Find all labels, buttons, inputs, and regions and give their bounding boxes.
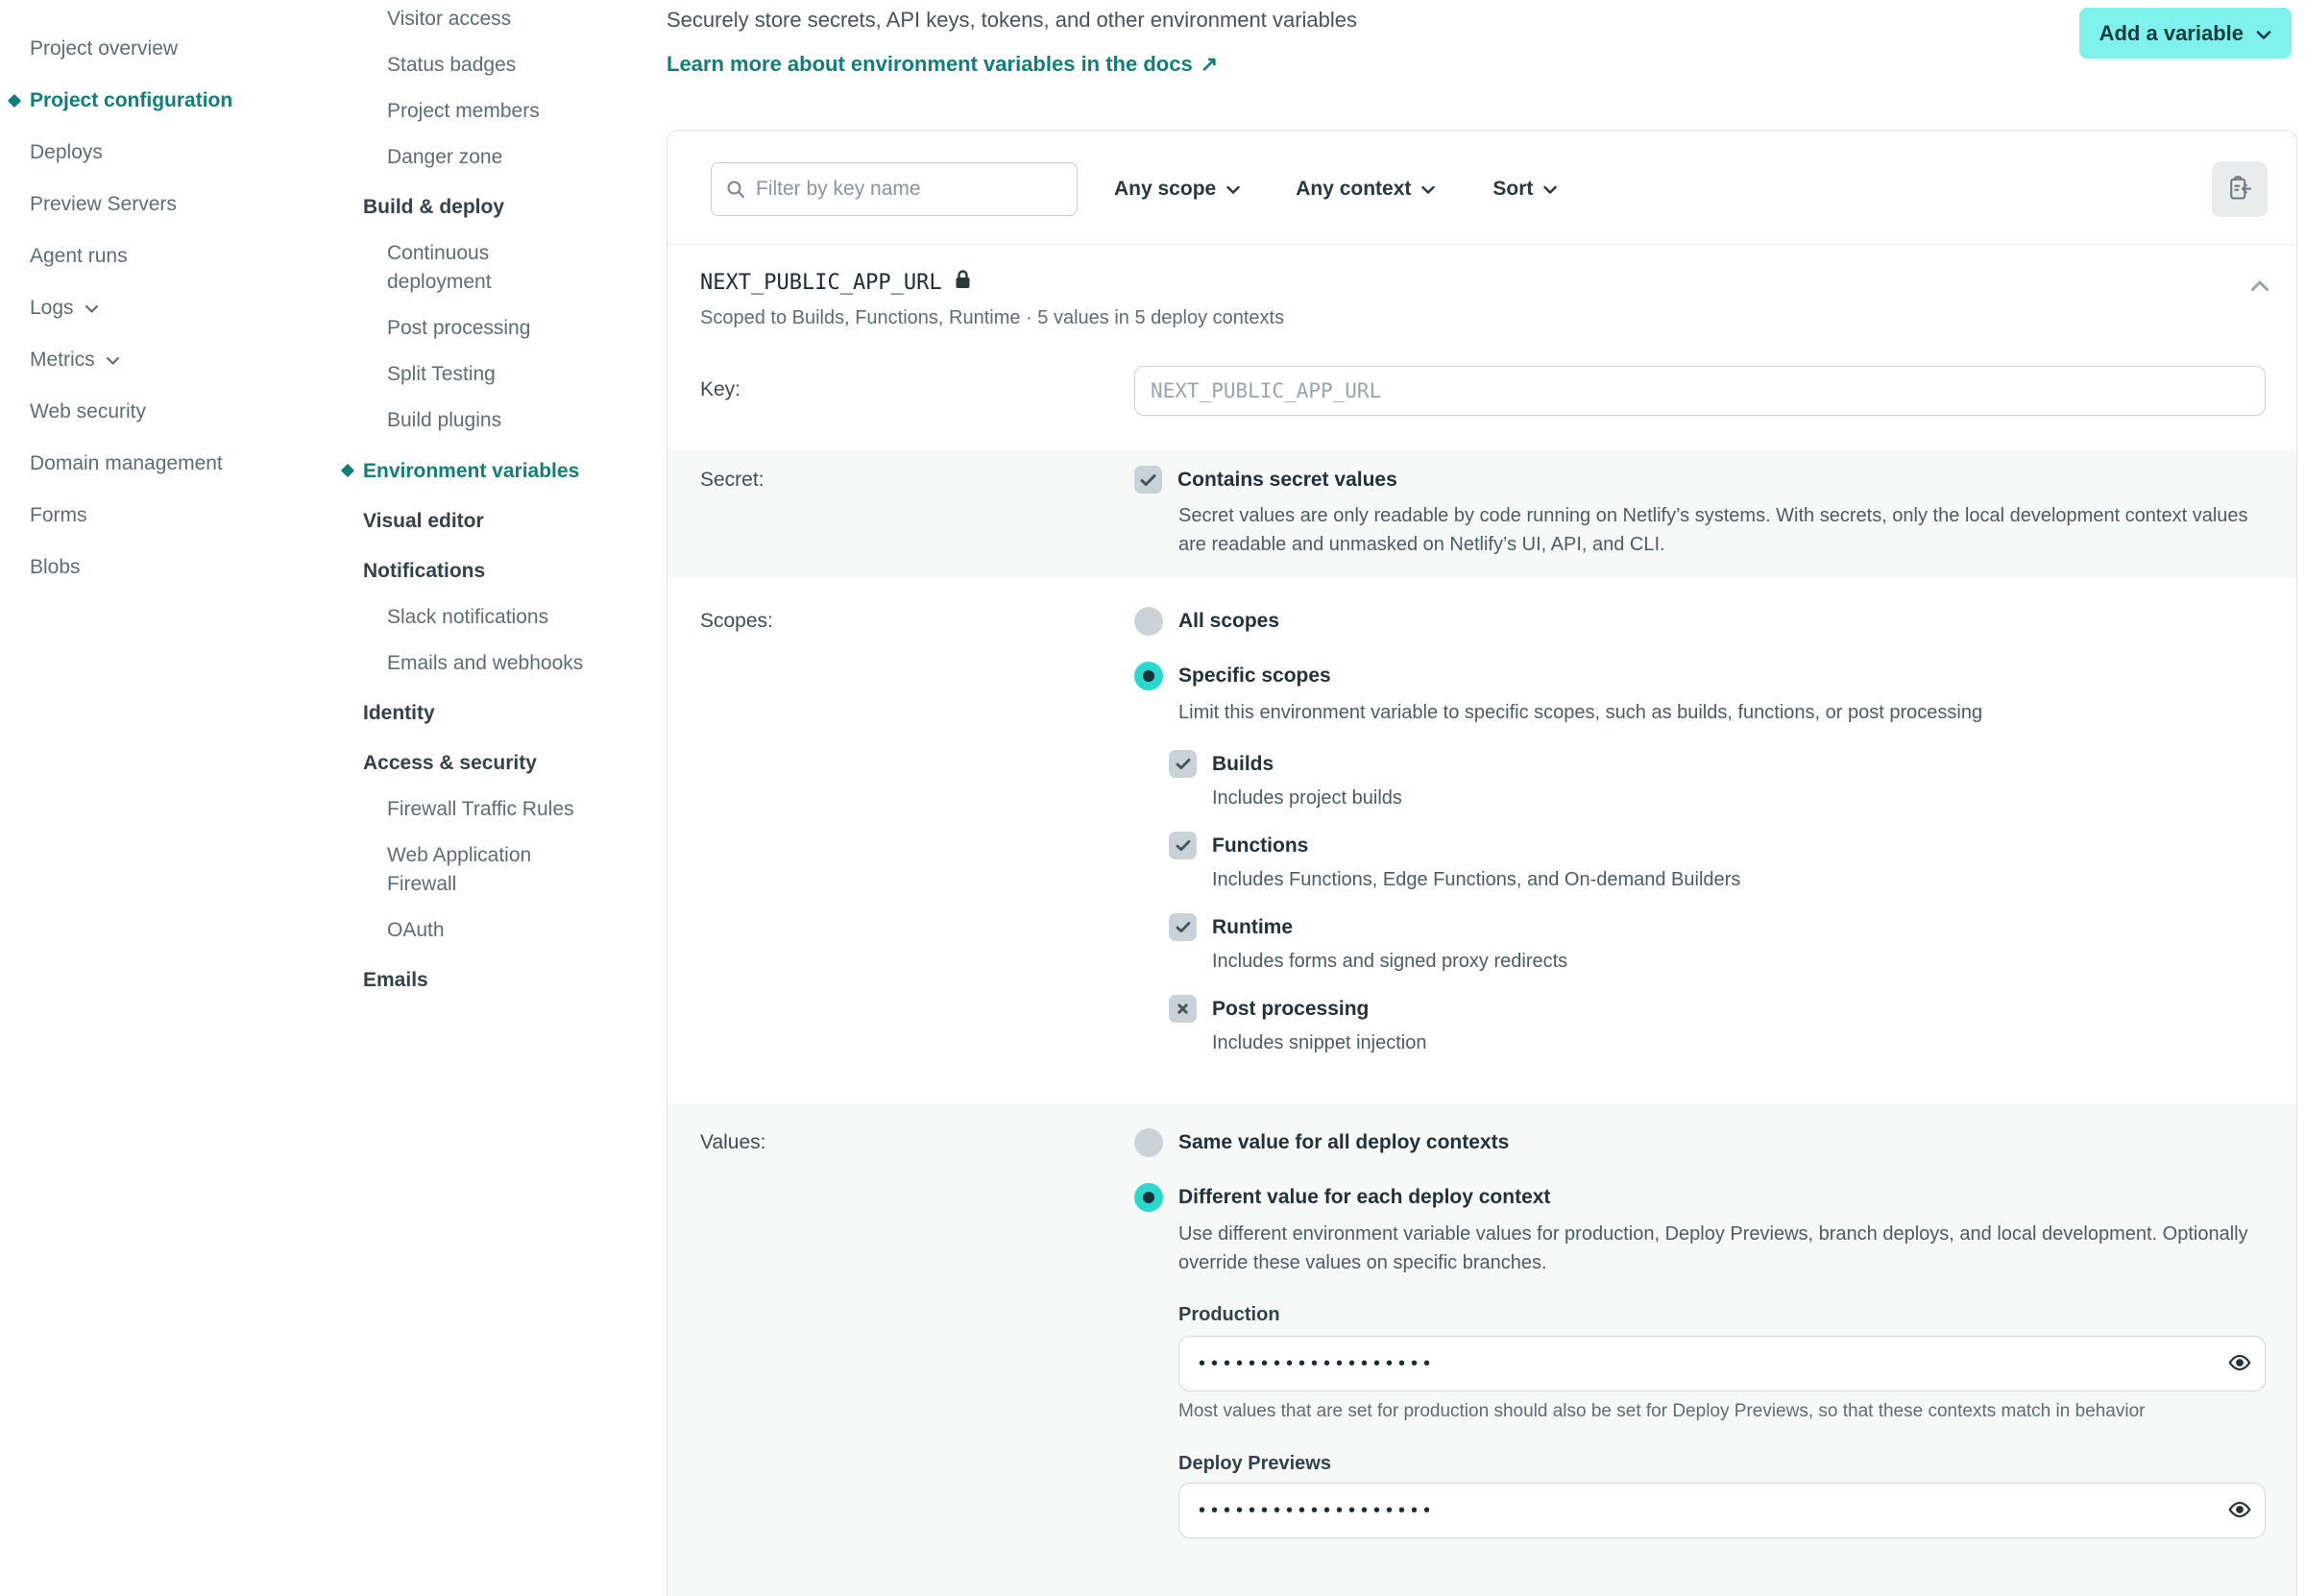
variable-name: NEXT_PUBLIC_APP_URL bbox=[700, 270, 942, 295]
post-processing-label: Post processing bbox=[1212, 997, 1370, 1020]
search-icon bbox=[724, 178, 747, 206]
sidebar-item-domain-management[interactable]: Domain management bbox=[30, 452, 223, 474]
sidebar-item-slack-notifications[interactable]: Slack notifications bbox=[387, 606, 549, 628]
primary-sidebar bbox=[30, 35, 318, 605]
same-value-radio[interactable] bbox=[1134, 1128, 1163, 1157]
all-scopes-label: All scopes bbox=[1178, 610, 1280, 632]
docs-link[interactable]: Learn more about environment variables in the docs ↗ bbox=[667, 52, 1219, 76]
chevron-down-icon bbox=[106, 346, 120, 375]
sidebar-item-preview-servers[interactable]: Preview Servers bbox=[30, 193, 177, 215]
variable-scope-summary: Scoped to Builds, Functions, Runtime · 5 values in 5 deploy contexts bbox=[700, 307, 1285, 328]
same-value-label: Same value for all deploy contexts bbox=[1178, 1131, 1510, 1153]
filter-input[interactable] bbox=[711, 162, 1078, 216]
eye-icon bbox=[2227, 1364, 2252, 1378]
production-label: Production bbox=[1178, 1304, 1280, 1325]
sidebar-item-identity[interactable]: Identity bbox=[363, 702, 435, 724]
show-production-value-button[interactable] bbox=[2227, 1350, 2252, 1378]
active-diamond-icon bbox=[341, 464, 354, 477]
page-header bbox=[667, 8, 2305, 77]
sidebar-item-project-overview[interactable]: Project overview bbox=[30, 37, 179, 60]
chevron-down-icon bbox=[85, 294, 99, 323]
sidebar-item-web-application-firewall[interactable]: Web Application Firewall bbox=[387, 844, 532, 895]
sidebar-item-firewall-traffic-rules[interactable]: Firewall Traffic Rules bbox=[387, 798, 574, 820]
functions-label: Functions bbox=[1212, 834, 1309, 857]
chevron-down-icon bbox=[1421, 178, 1435, 201]
sidebar-item-oauth[interactable]: OAuth bbox=[387, 919, 445, 941]
sidebar-item-visitor-access[interactable]: Visitor access bbox=[387, 8, 512, 30]
secret-checkbox[interactable] bbox=[1134, 466, 1162, 494]
key-input[interactable] bbox=[1134, 366, 2266, 416]
deploy-previews-label: Deploy Previews bbox=[1178, 1453, 1331, 1474]
sidebar-item-danger-zone[interactable]: Danger zone bbox=[387, 146, 503, 168]
secret-option-label: Contains secret values bbox=[1177, 468, 1397, 491]
sidebar-item-environment-variables[interactable]: Environment variables bbox=[363, 457, 598, 486]
specific-scopes-radio[interactable] bbox=[1134, 662, 1163, 690]
sidebar-item-emails[interactable]: Emails bbox=[363, 969, 428, 991]
sidebar-item-access-and-security[interactable]: Access & security bbox=[363, 752, 537, 774]
specific-scopes-description: Limit this environment variable to specific scopes, such as builds, functions, or post processing bbox=[1178, 702, 1983, 723]
builds-label: Builds bbox=[1212, 752, 1274, 775]
page-description: Securely store secrets, API keys, tokens, and other environment variables bbox=[667, 8, 1358, 32]
scopes-label: Scopes: bbox=[700, 610, 773, 632]
secondary-sidebar bbox=[363, 5, 598, 1012]
sidebar-item-continuous-deployment[interactable]: Continuous deployment bbox=[387, 242, 492, 293]
collapse-variable-button[interactable] bbox=[2250, 279, 2269, 295]
key-row bbox=[667, 335, 2296, 450]
key-label: Key: bbox=[700, 378, 741, 400]
secret-label: Secret: bbox=[700, 469, 764, 491]
sidebar-item-emails-and-webhooks[interactable]: Emails and webhooks bbox=[387, 652, 584, 674]
sort-dropdown[interactable]: Sort bbox=[1492, 178, 1557, 201]
context-values bbox=[1178, 1304, 2266, 1538]
variable-header bbox=[667, 245, 2296, 335]
show-deploy-previews-value-button[interactable] bbox=[2227, 1497, 2252, 1525]
sidebar-item-project-configuration[interactable]: Project configuration bbox=[30, 86, 318, 115]
lock-icon bbox=[955, 270, 971, 295]
clipboard-import-icon bbox=[2226, 175, 2253, 205]
secret-description: Secret values are only readable by code running on Netlify’s systems. With secrets, only the local development context values are readable and unmasked on Netlify’s UI, API, and CLI. bbox=[1178, 505, 2248, 555]
sidebar-item-status-badges[interactable]: Status badges bbox=[387, 54, 517, 76]
filter-field-wrap bbox=[711, 162, 1078, 216]
active-diamond-icon bbox=[8, 94, 21, 108]
production-value-input[interactable] bbox=[1178, 1336, 2266, 1391]
scope-filter-dropdown[interactable]: Any scope bbox=[1114, 178, 1240, 201]
secret-row bbox=[667, 450, 2296, 578]
sidebar-item-agent-runs[interactable]: Agent runs bbox=[30, 245, 128, 267]
import-variables-button[interactable] bbox=[2212, 161, 2268, 217]
sidebar-item-logs[interactable]: Logs bbox=[30, 294, 318, 323]
context-filter-dropdown[interactable]: Any context bbox=[1296, 178, 1435, 201]
different-value-description: Use different environment variable values for production, Deploy Previews, branch deploys, and local development. Optionally override these values on specific branches. bbox=[1178, 1223, 2248, 1273]
sidebar-item-notifications[interactable]: Notifications bbox=[363, 560, 486, 582]
production-helper-text: Most values that are set for production should also be set for Deploy Previews, so that these contexts match in behavior bbox=[1178, 1401, 2146, 1421]
sidebar-item-build-plugins[interactable]: Build plugins bbox=[387, 409, 502, 431]
builds-checkbox[interactable] bbox=[1169, 750, 1197, 778]
chevron-down-icon bbox=[2256, 21, 2271, 46]
environment-variables-panel bbox=[667, 130, 2297, 1596]
sidebar-item-web-security[interactable]: Web security bbox=[30, 400, 146, 423]
specific-scopes-label: Specific scopes bbox=[1178, 665, 1331, 687]
sidebar-item-metrics[interactable]: Metrics bbox=[30, 346, 318, 375]
sidebar-item-split-testing[interactable]: Split Testing bbox=[387, 363, 496, 385]
variable-name-row bbox=[700, 270, 2262, 295]
filter-toolbar bbox=[667, 131, 2296, 244]
external-link-icon: ↗ bbox=[1200, 52, 1219, 76]
sidebar-item-project-members[interactable]: Project members bbox=[387, 100, 540, 122]
functions-description: Includes Functions, Edge Functions, and On-demand Builders bbox=[1212, 869, 1741, 890]
runtime-label: Runtime bbox=[1212, 915, 1293, 938]
add-variable-button[interactable]: Add a variable bbox=[2079, 8, 2292, 59]
chevron-down-icon bbox=[1226, 178, 1240, 201]
builds-description: Includes project builds bbox=[1212, 787, 1402, 809]
sidebar-item-blobs[interactable]: Blobs bbox=[30, 556, 81, 578]
sidebar-item-post-processing[interactable]: Post processing bbox=[387, 317, 531, 339]
sidebar-item-forms[interactable]: Forms bbox=[30, 504, 87, 526]
sidebar-item-visual-editor[interactable]: Visual editor bbox=[363, 510, 484, 532]
values-row bbox=[667, 1103, 2296, 1596]
post-processing-checkbox[interactable] bbox=[1169, 995, 1197, 1023]
scopes-row bbox=[667, 578, 2296, 1103]
all-scopes-radio[interactable] bbox=[1134, 607, 1163, 636]
sidebar-item-build-and-deploy[interactable]: Build & deploy bbox=[363, 196, 504, 218]
post-processing-description: Includes snippet injection bbox=[1212, 1032, 1427, 1053]
scope-options bbox=[1169, 750, 2266, 1057]
sidebar-item-deploys[interactable]: Deploys bbox=[30, 141, 103, 163]
chevron-down-icon bbox=[1543, 178, 1557, 201]
different-value-label: Different value for each deploy context bbox=[1178, 1186, 1551, 1208]
eye-icon bbox=[2227, 1511, 2252, 1525]
runtime-description: Includes forms and signed proxy redirects bbox=[1212, 951, 1568, 972]
deploy-previews-value-input[interactable] bbox=[1178, 1483, 2266, 1538]
different-value-radio[interactable] bbox=[1134, 1183, 1163, 1212]
functions-checkbox[interactable] bbox=[1169, 832, 1197, 859]
runtime-checkbox[interactable] bbox=[1169, 913, 1197, 941]
values-label: Values: bbox=[700, 1131, 766, 1153]
